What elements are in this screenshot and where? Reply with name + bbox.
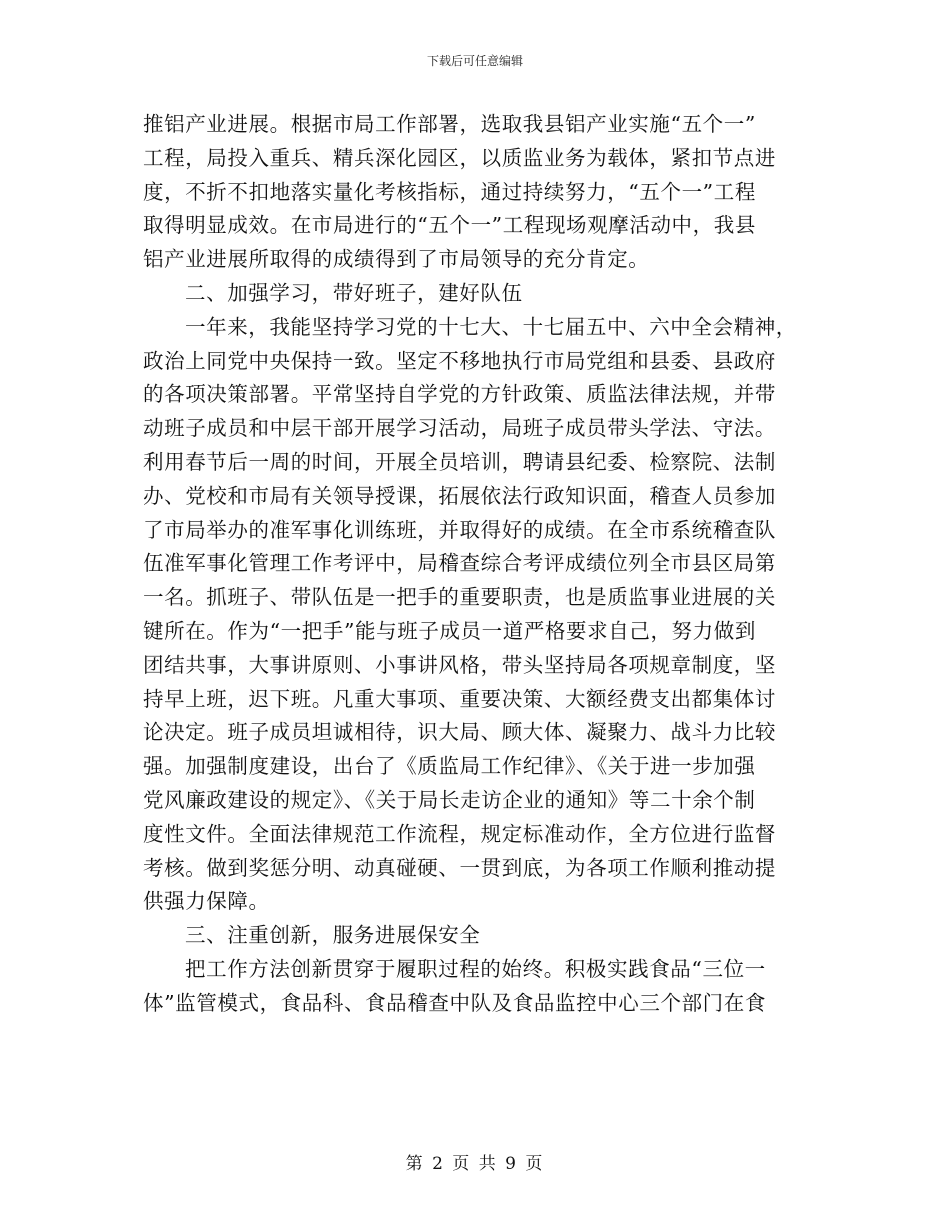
text-line: 政治上同党中央保持一致。坚定不移地执行市局党组和县委、县政府 — [143, 348, 776, 373]
text-line: 了市局举办的准军事化训练班，并取得好的成绩。在全市系统稽查队 — [143, 517, 776, 542]
text-line: 团结共事，大事讲原则、小事讲风格，带头坚持局各项规章制度，坚 — [143, 652, 776, 677]
text-line: 论决定。班子成员坦诚相待，识大局、顾大体、凝聚力、战斗力比较 — [143, 720, 776, 745]
text-line: 一名。抓班子、带队伍是一把手的重要职责，也是质监事业进展的关 — [143, 585, 776, 610]
text-line: 工程，局投入重兵、精兵深化园区，以质监业务为载体，紧扣节点进 — [143, 145, 776, 170]
text-line: 度性文件。全面法律规范工作流程，规定标准动作，全方位进行监督 — [143, 821, 776, 846]
page-number: 第 2 页 共 9 页 — [405, 1154, 545, 1174]
document-body — [143, 108, 808, 1021]
text-line: 强。加强制度建设，出台了《质监局工作纪律》、《关于进一步加强 — [143, 754, 756, 779]
text-line: 利用春节后一周的时间，开展全员培训，聘请县纪委、检察院、法制 — [143, 449, 776, 474]
text-line: 持早上班，迟下班。凡重大事项、重要决策、大额经费支出都集体讨 — [143, 686, 776, 711]
text-line: 键所在。作为“一把手”能与班子成员一道严格要求自己，努力做到 — [143, 618, 756, 643]
text-line: 度，不折不扣地落实量化考核指标，通过持续努力，“五个一”工程 — [143, 179, 756, 204]
text-line: 体”监管模式，食品科、食品稽查中队及食品监控中心三个部门在食 — [143, 990, 766, 1015]
text-line: 动班子成员和中层干部开展学习活动，局班子成员带头学法、守法。 — [143, 416, 776, 441]
text-line: 考核。做到奖惩分明、动真碰硬、一贯到底，为各项工作顺利推动提 — [143, 855, 776, 880]
text-line: 办、党校和市局有关领导授课，拓展依法行政知识面，稽查人员参加 — [143, 483, 776, 508]
page-header: 下载后可任意编辑 — [426, 54, 523, 68]
text-line: 把工作方法创新贯穿于履职过程的始终。积极实践食品“三位一 — [185, 956, 766, 981]
section-heading: 三、注重创新，服务进展保安全 — [185, 923, 481, 948]
text-line: 铝产业进展所取得的成绩得到了市局领导的充分肯定。 — [143, 247, 650, 272]
text-line: 党风廉政建设的规定》、《关于局长走访企业的通知》等二十余个制 — [143, 787, 756, 812]
text-line: 供强力保障。 — [143, 889, 270, 914]
text-line: 取得明显成效。在市局进行的“五个一”工程现场观摩活动中，我县 — [143, 213, 756, 238]
text-line: 伍准军事化管理工作考评中，局稽查综合考评成绩位列全市县区局第 — [143, 551, 776, 576]
text-line: 推铝产业进展。根据市局工作部署，选取我县铝产业实施“五个一” — [143, 112, 756, 136]
text-line: 的各项决策部署。平常坚持自学党的方针政策、质监法律法规，并带 — [143, 382, 776, 407]
section-heading: 二、加强学习，带好班子，建好队伍 — [185, 280, 523, 305]
text-line: 一年来，我能坚持学习党的十七大、十七届五中、六中全会精神， — [185, 314, 797, 339]
